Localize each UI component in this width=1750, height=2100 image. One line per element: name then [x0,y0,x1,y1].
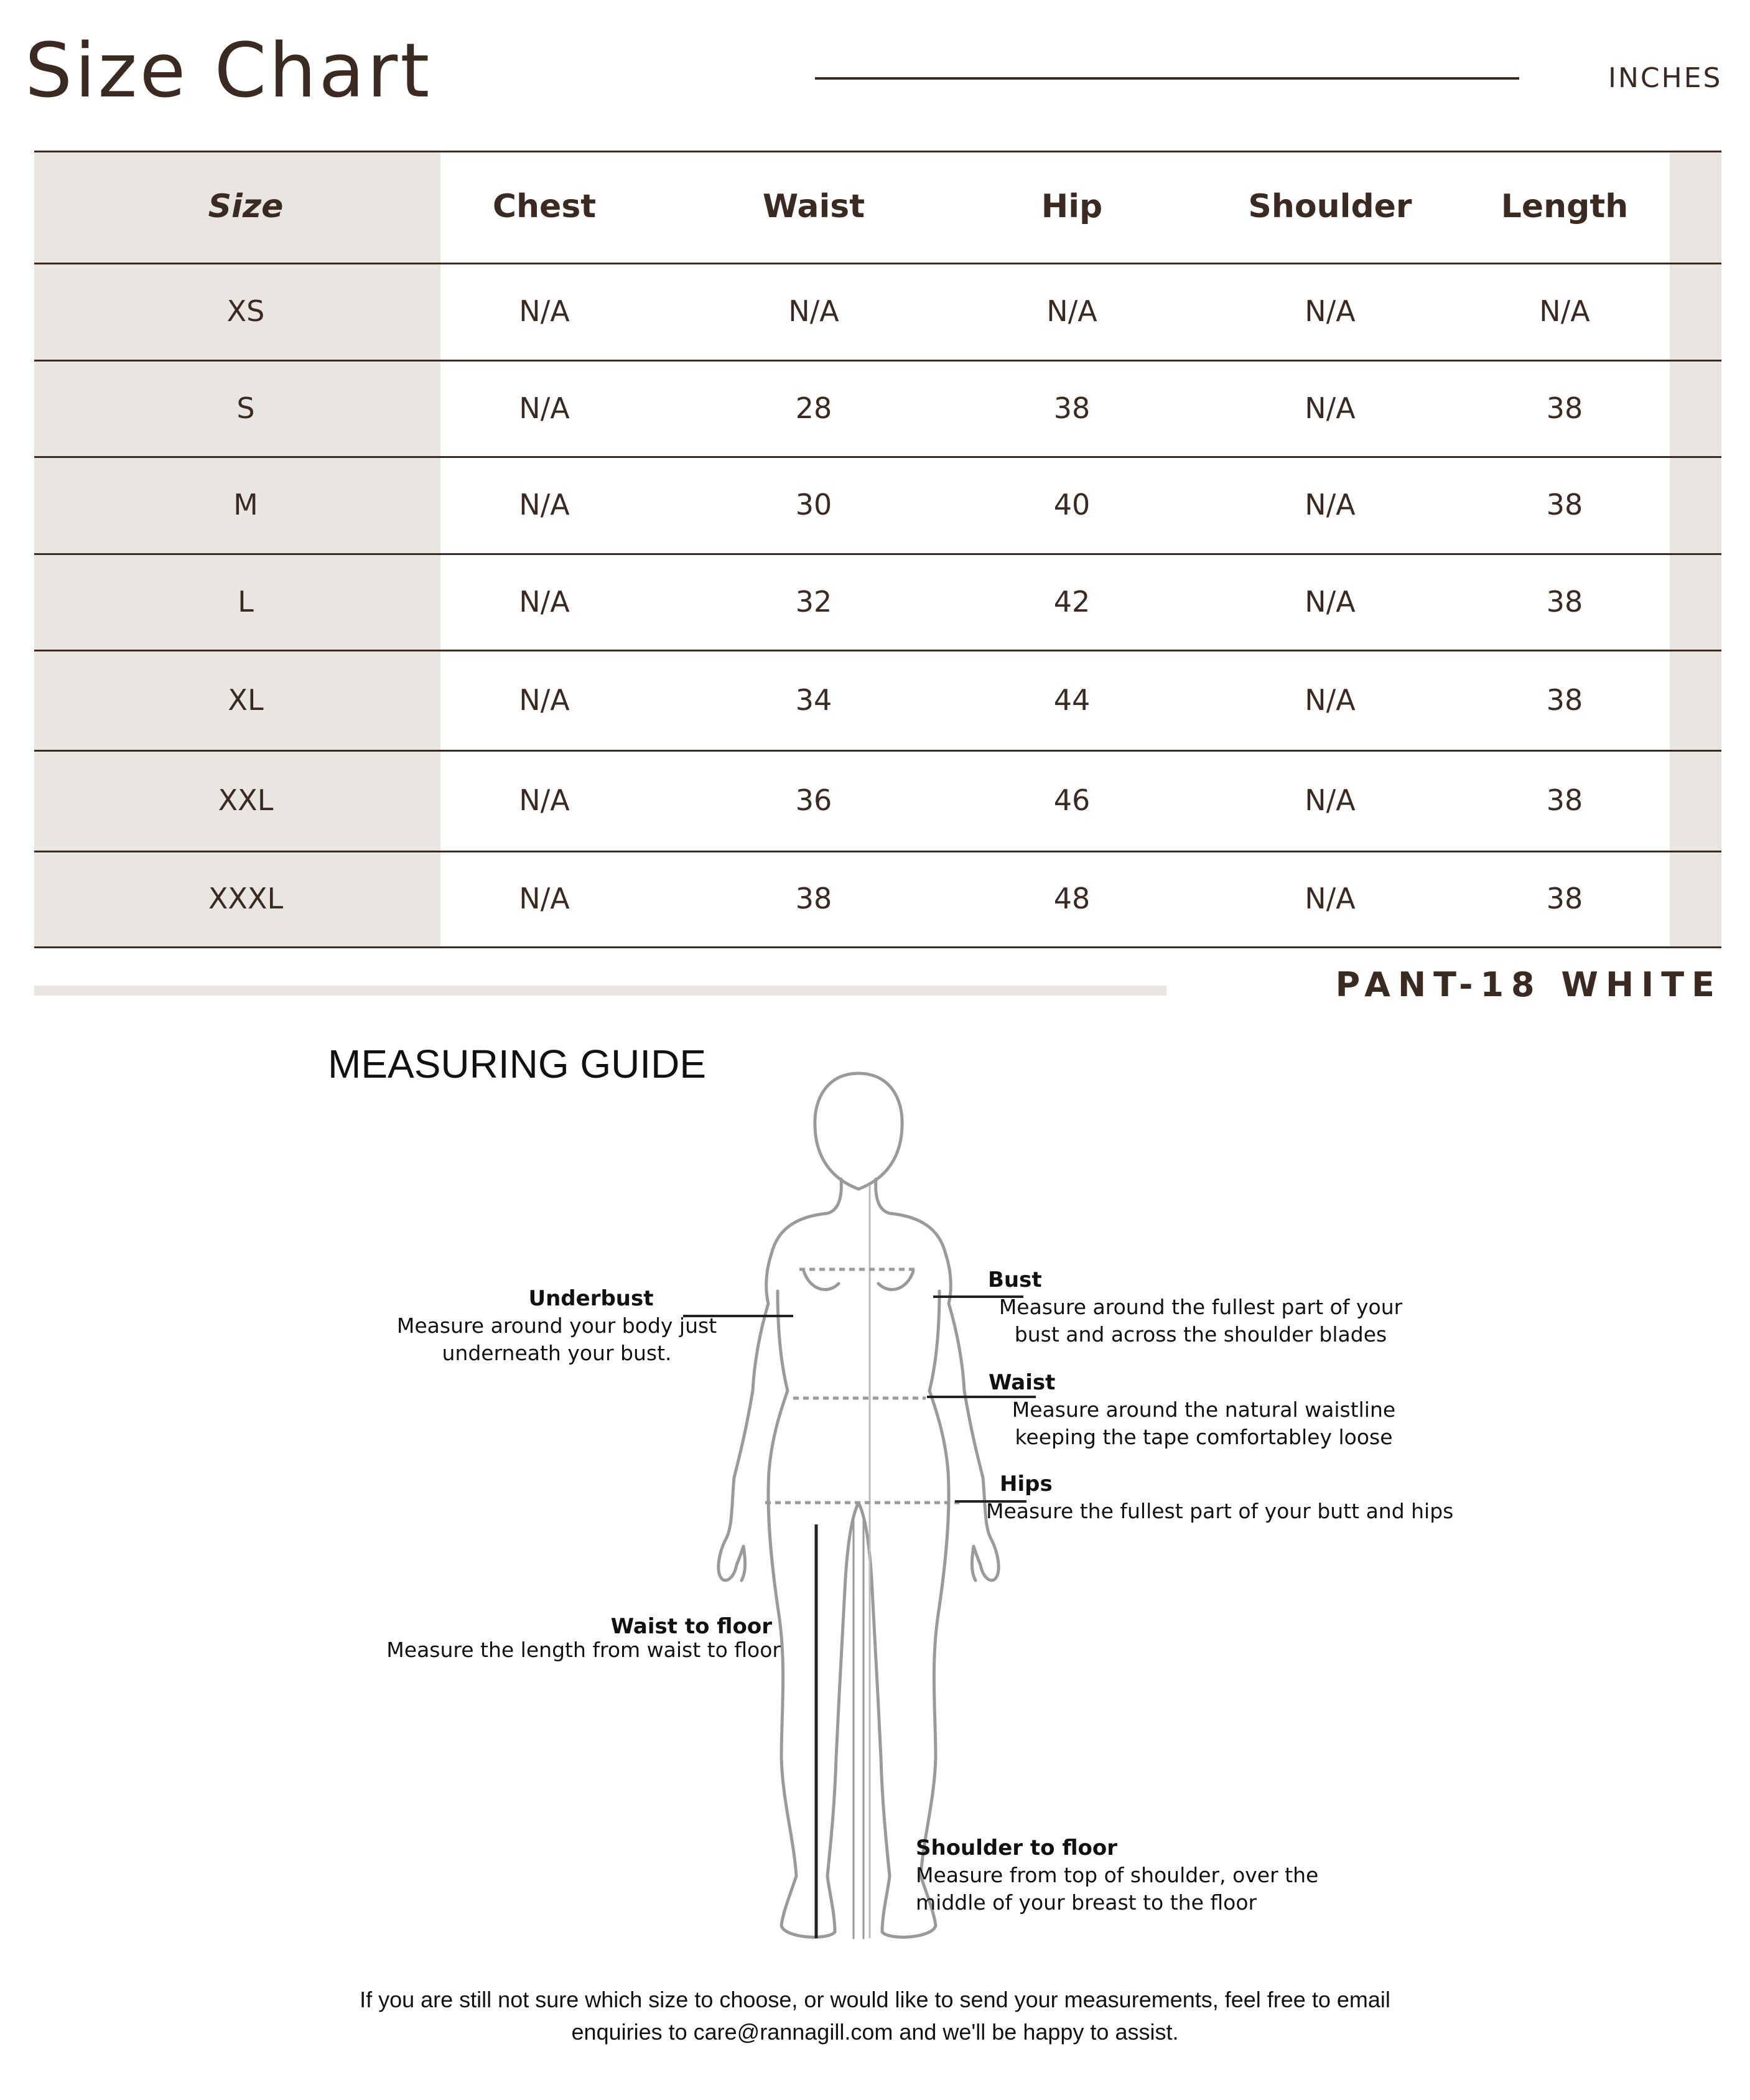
table-rule [34,456,1721,458]
measurement-cell: 38 [1053,391,1091,425]
size-table [34,151,1721,948]
product-name: PANT-18 WHITE [1335,965,1722,1004]
column-header-hip: Hip [1041,188,1103,225]
measurement-cell: N/A [519,683,570,717]
waist-description: Measure around the natural waistline keeping the tape comfortabley loose [1012,1398,1396,1449]
measurement-cell: N/A [519,488,570,521]
shoulder-to-floor-description: Measure from top of shoulder, over the middle of your breast to the floor [916,1863,1319,1915]
waist-to-floor-description: Measure the length from waist to floor [386,1638,781,1662]
measurement-cell: N/A [1305,882,1356,915]
bust-label: Bust [988,1267,1042,1292]
size-cell: XXL [218,783,274,817]
measurement-cell: 38 [1546,488,1583,521]
measurement-cell: N/A [1305,584,1356,618]
bust-annotation [983,1266,1456,1348]
footer-line-1: If you are still not sure which size to choose, or would like to send your measurements, feel free to email [360,1987,1390,2012]
table-rule [34,263,1721,264]
measurement-cell: N/A [1305,783,1356,817]
size-cell: M [233,488,258,521]
waist-label: Waist [989,1370,1056,1395]
measurement-cell: N/A [519,783,570,817]
footer-line-2: enquiries to care@rannagill.com and we'll be happy to assist. [571,2019,1179,2045]
column-header-shoulder: Shoulder [1248,188,1412,225]
measurement-cell: N/A [519,882,570,915]
table-rule [34,360,1721,362]
measurement-cell: N/A [1539,294,1590,328]
table-rule [34,151,1721,152]
shoulder-to-floor-label: Shoulder to floor [916,1836,1118,1860]
measurement-cell: 28 [795,391,832,425]
bust-description: Measure around the fullest part of your bust and across the shoulder blades [998,1295,1403,1346]
measurement-cell: 30 [795,488,832,521]
size-column-background [34,151,440,948]
units-label: INCHES [1608,62,1723,94]
measurement-cell: N/A [788,294,839,328]
hips-annotation [986,1470,1459,1525]
column-header-chest: Chest [492,188,597,225]
waist-to-floor-annotation [373,1615,781,1662]
hips-label: Hips [1000,1472,1053,1496]
table-edge-background [1670,151,1721,948]
measurement-cell: 38 [1546,584,1583,618]
page-title: Size Chart [25,28,432,114]
measurement-cell: 46 [1053,783,1091,817]
table-rule [34,946,1721,948]
measurement-cell: 38 [1546,783,1583,817]
measurement-cell: 38 [795,882,832,915]
waist-to-floor-label: Waist to floor [610,1614,772,1639]
measurement-cell: 48 [1053,882,1091,915]
measurement-cell: 42 [1053,584,1091,618]
size-cell: XXXL [208,882,284,915]
measurement-cell: 38 [1546,683,1583,717]
table-rule [34,750,1721,752]
size-cell: XL [228,683,264,717]
measurement-cell: N/A [1305,391,1356,425]
size-cell: L [238,584,254,618]
measurement-cell: N/A [519,584,570,618]
section-divider [34,986,1166,996]
underbust-description: Measure around your body just underneath your bust. [396,1314,717,1365]
measurement-cell: N/A [519,391,570,425]
table-rule [34,650,1721,651]
measurement-cell: N/A [1305,294,1356,328]
table-rule [34,553,1721,555]
title-rule [815,77,1519,80]
measurement-cell: N/A [1305,488,1356,521]
measurement-cell: N/A [1046,294,1097,328]
measurement-cell: 34 [795,683,832,717]
measurement-cell: 40 [1053,488,1091,521]
table-rule [34,851,1721,852]
measurement-cell: 32 [795,584,832,618]
measurement-cell: 36 [795,783,832,817]
shoulder-to-floor-annotation [916,1834,1401,1916]
hips-description: Measure the fullest part of your butt and hips [986,1499,1454,1523]
measuring-guide-title: MEASURING GUIDE [328,1042,707,1086]
measurement-cell: N/A [1305,683,1356,717]
help-footer [0,1984,1750,2048]
measurement-cell: 44 [1053,683,1091,717]
size-cell: XS [226,294,265,328]
column-header-waist: Waist [762,188,865,225]
waist-annotation [980,1369,1440,1451]
column-header-size: Size [208,188,284,225]
underbust-label: Underbust [528,1286,654,1311]
measurement-cell: 38 [1546,882,1583,915]
column-header-length: Length [1501,188,1629,225]
size-cell: S [236,391,255,425]
measurement-cell: 38 [1546,391,1583,425]
underbust-annotation [345,1285,768,1367]
measurement-cell: N/A [519,294,570,328]
